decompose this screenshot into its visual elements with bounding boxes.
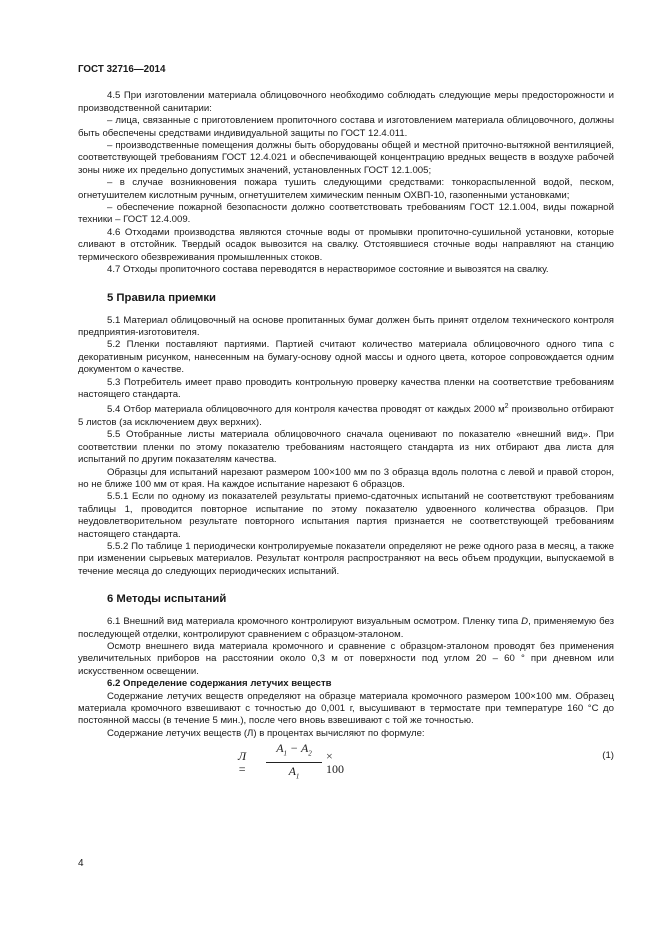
- formula-a1-den: A: [288, 763, 296, 778]
- paragraph-formula-intro: Содержание летучих веществ (Л) в процентах вычисляют по формуле:: [107, 727, 425, 739]
- paragraph-6-1: [78, 616, 614, 641]
- paragraph-5-5: 5.5 Отобранные листы материала облицовочного сначала оценивают по показателю «внешний вид». При соответствии пленки по этому показателю требованиям настоящего стандарта из них отбирают два листа для испытаний по другим показателям качества.: [78, 429, 614, 466]
- paragraph-6-1-tail: , применяемую без последующей отделки, контролируют сравнением с образцом-эталоном.: [78, 616, 614, 640]
- formula-sub1: 1: [283, 749, 288, 758]
- document-header: ГОСТ 32716—2014: [78, 64, 166, 75]
- page-content: [78, 64, 614, 781]
- list-item-protective-equipment: – лица, связанные с приготовлением пропиточного состава и изготовлением материала облицовочного, должны быть обеспечены средствами индивидуальной защиты по ГОСТ 12.4.011.: [78, 115, 614, 139]
- formula-sub2: 2: [308, 749, 312, 758]
- formula-multiplier: × 100: [326, 749, 344, 776]
- paragraph-5-5-2: 5.5.2 По таблице 1 периодически контролируемые показатели определяют не реже одного раза в месяц, а также при изменении сырьевых материалов. Результат контроля распространяют на весь объем продукции, выпускаемой в течение месяца до следующих периодических испытаний.: [78, 541, 614, 577]
- paragraph-4-6: 4.6 Отходами производства являются сточные воды от промывки пропиточно-сушильной установки, которые сливают в отстойник. Твердый осадок вывозится на свалку. Отстоявшиеся сточные воды направляют на станцию термического обезвреживания промышленных стоков.: [78, 226, 614, 263]
- section-6-heading: 6 Методы испытаний: [107, 593, 227, 606]
- list-item-fire-safety: – обеспечение пожарной безопасности должно соответствовать требованиям ГОСТ 12.1.004, виды пожарной техники – ГОСТ 12.4.009.: [78, 202, 614, 226]
- formula-fraction: [266, 741, 322, 783]
- unit-superscript: 2: [504, 403, 509, 411]
- paragraph-4-7: 4.7 Отходы пропиточного состава переводятся в нерастворимое состояние и вывозятся на свалку.: [107, 264, 549, 276]
- paragraph-samples: Образцы для испытаний нарезают размером 100×100 мм по 3 образца вдоль полотна с левой и правой сторон, но не ближе 100 мм от края. На каждое испытание нарезают 6 образцов.: [78, 466, 614, 490]
- fraction-bar: [266, 762, 322, 763]
- paragraph-5-4: [78, 401, 614, 429]
- formula-a2: A: [300, 741, 309, 756]
- paragraph-inspection: Осмотр внешнего вида материала кромочного и сравнение с образцом-эталоном проводят без применения увеличительных приборов на расстоянии около 0,3 м от поверхности под углом 20 – 60 ° при дневном или искусственном освещении.: [78, 641, 614, 677]
- paragraph-5-3: 5.3 Потребитель имеет право проводить контрольную проверку качества пленки на соответствие требованиям настоящего стандарта.: [78, 376, 614, 400]
- section-5-heading: 5 Правила приемки: [107, 291, 216, 304]
- film-type-d: D: [521, 616, 529, 628]
- paragraph-5-1: 5.1 Материал облицовочный на основе пропитанных бумаг должен быть принят отделом технического контроля предприятия-изготовителя.: [78, 314, 614, 338]
- formula-a1: A: [276, 741, 284, 756]
- formula-minus: −: [287, 741, 301, 756]
- paragraph-5-4-tail: произвольно отбирают 5 листов (за исключением двух верхних).: [78, 404, 614, 428]
- paragraph-5-4-text: 5.4 Отбор материала облицовочного для контроля качества проводят от каждых 2000 м: [107, 404, 505, 416]
- paragraph-5-2: 5.2 Пленки поставляют партиями. Партией считают количество материала облицовочного одного типа с декоративным рисунком, нанесенным на бумагу-основу одной массы и одного цвета, которое сопровождается одним документом о качестве.: [78, 339, 614, 376]
- formula-row: [78, 741, 614, 781]
- paragraph-volatile: Содержание летучих веществ определяют на образце материала кромочного размером 100×100 мм. Образец материала кромочного взвешивают с точностью до 0,001 г, высушивают в термостате при температуре 160 °С до постоянной массы (в течение 5 мин.), после чего вновь взвешивают с той же точностью.: [78, 690, 614, 727]
- paragraph-4-5: 4.5 При изготовлении материала облицовочного необходимо соблюдать следующие меры предосторожности и производственной санитарии:: [78, 90, 614, 114]
- list-item-ventilation: – производственные помещения должны быть оборудованы общей и местной приточно-вытяжной вентиляцией, соответствующей требованиям ГОСТ 12.4.021 и обеспечивающей концентрацию вредных веществ в воздухе рабочей зоны ниже их предельно допустимых значений, установленных ГОСТ 12.1.005;: [78, 140, 614, 176]
- paragraph-5-5-1: 5.5.1 Если по одному из показателей результаты приемо-сдаточных испытаний не соответствуют требованиям таблицы 1, проводится повторное испытание по этому показателю удвоенного количества образцов. При неудовлетворительном результате повторного испытания партия признается не соответствующей требованиям настоящего стандарта.: [78, 491, 614, 540]
- equation-number: (1): [602, 750, 614, 762]
- list-item-fire-extinguishing: – в случае возникновения пожара тушить следующими средствами: тонкораспыленной водой, песком, огнетушителем кислотным ручным, огнетушителем химическим пенным ОХВП-10, газопенными установками;: [78, 177, 614, 201]
- page-number: 4: [78, 858, 84, 869]
- subsection-6-2-heading: 6.2 Определение содержания летучих веществ: [107, 678, 332, 690]
- formula-lhs: Л =: [238, 749, 247, 776]
- paragraph-6-1-text: 6.1 Внешний вид материала кромочного контролируют визуальным осмотром. Пленку типа: [107, 616, 522, 628]
- formula-denominator: [266, 764, 322, 783]
- formula-numerator: [266, 741, 322, 760]
- formula-sub1-den: 1: [295, 772, 300, 781]
